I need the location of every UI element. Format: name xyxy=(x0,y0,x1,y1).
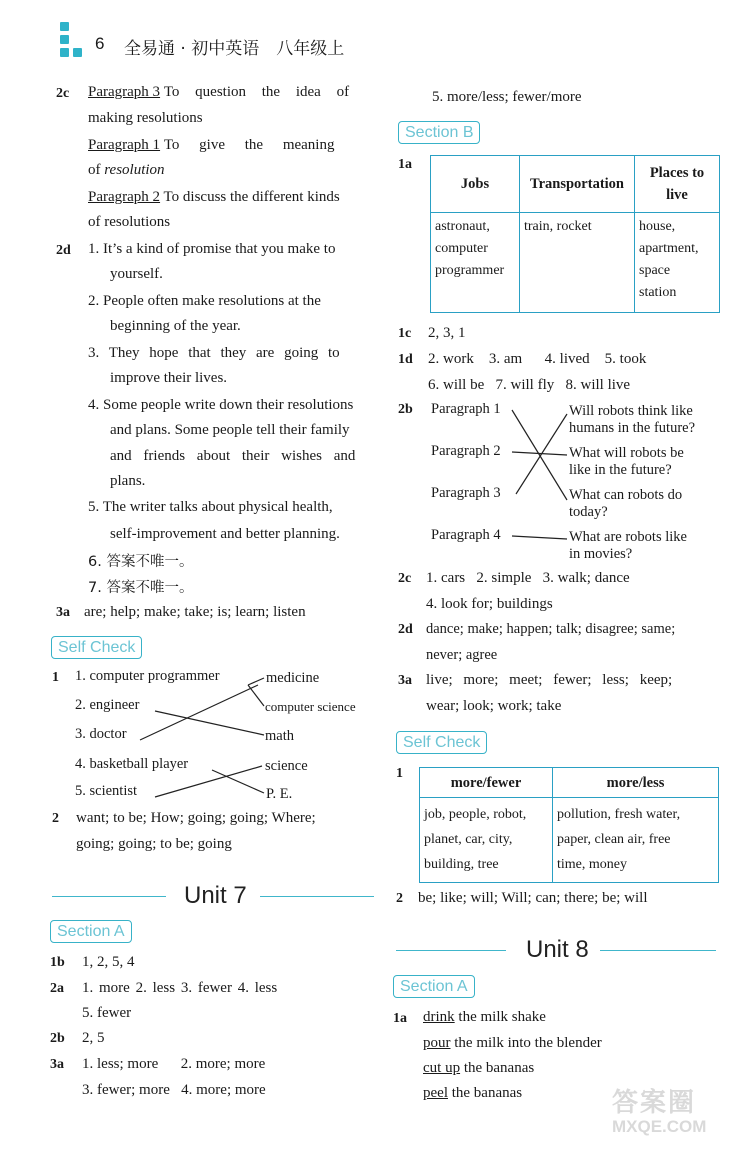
q2d-line: yourself. xyxy=(110,266,163,282)
u8-rest: the bananas xyxy=(447,1085,523,1101)
self-check-pill-left: Self Check xyxy=(51,636,142,659)
u8-verb: cut up xyxy=(423,1060,461,1076)
sc1-right-item: medicine xyxy=(266,670,320,686)
sc-r2-text: be; like; will; Will; can; there; be; will xyxy=(418,890,648,906)
sc2-line2: going; going; to be; going xyxy=(76,836,232,852)
u7-2b-text: 2, 5 xyxy=(82,1030,105,1046)
sc2-line1: want; to be; How; going; going; Where; xyxy=(76,810,316,826)
cell-line: house, xyxy=(639,219,676,234)
q-line: What are robots like xyxy=(569,529,687,545)
self-check-pill-right: Self Check xyxy=(396,731,487,754)
q-line: Will robots think like xyxy=(569,403,693,419)
q2d-line: 7. 答案不唯一。 xyxy=(88,580,194,596)
cell-line: pollution, fresh water, xyxy=(557,807,681,822)
q-line: in movies? xyxy=(569,546,633,562)
sb-3a-line2: wear; look; work; take xyxy=(426,698,562,714)
book-title: 全易通 · 初中英语 八年级上 xyxy=(124,39,345,59)
q2d-line: beginning of the year. xyxy=(110,318,241,334)
match-line xyxy=(155,766,262,797)
q2d-line: improve their lives. xyxy=(110,370,228,386)
sb-3a-line1: live; more; meet; fewer; less; keep; xyxy=(426,672,673,688)
cell-line: computer xyxy=(435,241,488,256)
sc1-left-item: 5. scientist xyxy=(75,783,138,799)
q2c-p2-cont: of resolutions xyxy=(88,214,171,230)
u8-rest: the bananas xyxy=(460,1060,535,1076)
sc-r1-header: more/less xyxy=(553,768,719,798)
q-line: humans in the future? xyxy=(569,420,696,436)
sb-1c-text: 2, 3, 1 xyxy=(428,325,466,341)
cell-line: station xyxy=(639,285,677,300)
u7-2b-label: 2b xyxy=(50,1031,65,1046)
section-b-pill: Section B xyxy=(398,121,480,144)
sc2-label: 2 xyxy=(52,811,59,826)
watermark-logo xyxy=(612,1082,747,1142)
q-line: What can robots do xyxy=(569,487,683,503)
q2c-p2-text: To discuss the different kinds xyxy=(163,189,340,205)
cell-line: job, people, robot, xyxy=(424,807,527,822)
page-number: 6 xyxy=(95,34,105,53)
cell-line: building, tree xyxy=(424,857,499,872)
u7-2a-line2: 5. fewer xyxy=(82,1005,132,1021)
match-line xyxy=(248,678,264,685)
unit8-title: Unit 8 xyxy=(526,936,589,963)
u7-3a-line2: 3. fewer; more 4. more; more xyxy=(82,1082,266,1098)
q-line: like in the future? xyxy=(569,462,672,478)
match-line xyxy=(512,536,567,539)
unit7-section-a-pill: Section A xyxy=(50,920,132,943)
q2c-label: 2c xyxy=(56,86,70,101)
q2d-line: and friends about their wishes and xyxy=(110,448,356,464)
sb-1d-label: 1d xyxy=(398,352,413,367)
u8-1a-label: 1a xyxy=(393,1011,407,1026)
unit8-section-a-pill: Section A xyxy=(393,975,475,998)
u7-2a-label: 2a xyxy=(50,981,64,996)
cell-line: astronaut, xyxy=(435,219,490,234)
u8-verb: drink xyxy=(423,1009,455,1025)
q2d-line: 4. Some people write down their resolutions xyxy=(88,397,354,413)
u8-verb: pour xyxy=(423,1035,451,1051)
match-line xyxy=(140,685,258,740)
q2c-p2-name: Paragraph 2 xyxy=(88,189,161,205)
watermark-line1: 答案圈 xyxy=(612,1088,697,1118)
sc1-right-item: P. E. xyxy=(266,786,293,802)
sc1-label: 1 xyxy=(52,670,59,685)
sb-2b-paragraph: Paragraph 3 xyxy=(431,485,501,501)
match-line xyxy=(155,711,264,735)
sc-r1-label: 1 xyxy=(396,766,403,781)
sc1-left-item: 1. computer programmer xyxy=(75,668,220,684)
sc1-left-item: 3. doctor xyxy=(75,726,127,742)
sb-1c-label: 1c xyxy=(398,326,412,341)
right-cont-line: 5. more/less; fewer/more xyxy=(432,89,582,105)
sb-1a-header: Transportation xyxy=(520,156,635,213)
q3a-text: are; help; make; take; is; learn; listen xyxy=(84,604,306,620)
q2c-p1-text: To give the meaning xyxy=(163,137,335,153)
cell-line: programmer xyxy=(435,263,505,278)
q2c-p1-name: Paragraph 1 xyxy=(88,137,161,153)
cell-line: train, rocket xyxy=(524,219,592,234)
sb-2c-line1: 1. cars 2. simple 3. walk; dance xyxy=(426,570,630,586)
u7-2a-line1: 1. more 2. less 3. fewer 4. less xyxy=(82,980,278,996)
sb-1d-line1: 2. work 3. am 4. lived 5. took xyxy=(428,351,647,367)
q2c-p1-cont-italic: resolution xyxy=(104,162,165,178)
q-line: today? xyxy=(569,504,608,520)
sb-2c-label: 2c xyxy=(398,571,412,586)
q2d-line: 3. They hope that they are going to xyxy=(88,345,340,361)
q2d-label: 2d xyxy=(56,243,71,258)
q2c-p3-cont: making resolutions xyxy=(88,110,203,126)
q2d-line: 6. 答案不唯一。 xyxy=(88,554,194,570)
cell-line: planet, car, city, xyxy=(424,832,513,847)
sc1-right-item: computer science xyxy=(265,699,356,714)
sb-2d-label: 2d xyxy=(398,622,413,637)
u8-rest: the milk into the blender xyxy=(450,1035,602,1051)
sc-r2-label: 2 xyxy=(396,891,403,906)
q2c-p1-cont-pre: of xyxy=(88,162,105,178)
sb-2b-paragraph: Paragraph 4 xyxy=(431,527,501,543)
q3a-label: 3a xyxy=(56,605,70,620)
sb-2b-label: 2b xyxy=(398,402,413,417)
sc1-right-item: science xyxy=(265,758,308,774)
sb-2b-paragraph: Paragraph 1 xyxy=(431,401,501,417)
sb-2b-paragraph: Paragraph 2 xyxy=(431,443,501,459)
sb-1a-header: Jobs xyxy=(431,156,520,213)
q2c-p3-text: To question the idea of xyxy=(163,84,350,100)
q2d-line: and plans. Some people tell their family xyxy=(110,422,350,438)
q2c-p3-name: Paragraph 3 xyxy=(88,84,161,100)
q2d-line: 5. The writer talks about physical health, xyxy=(88,499,333,515)
u7-1b-text: 1, 2, 5, 4 xyxy=(82,954,135,970)
watermark-line2: MXQE.COM xyxy=(612,1117,707,1136)
q-line: What will robots be xyxy=(569,445,684,461)
sb-3a-label: 3a xyxy=(398,673,412,688)
sb-2c-line2: 4. look for; buildings xyxy=(426,596,553,612)
q2d-line: 1. It’s a kind of promise that you make to xyxy=(88,241,336,257)
sc1-left-item: 2. engineer xyxy=(75,697,140,713)
sc1-left-item: 4. basketball player xyxy=(75,756,189,772)
u8-verb: peel xyxy=(423,1085,448,1101)
sb-2d-line2: never; agree xyxy=(426,647,498,663)
cell-line: time, money xyxy=(557,857,627,872)
sc-r1-header: more/fewer xyxy=(420,768,553,798)
q2d-line: 2. People often make resolutions at the xyxy=(88,293,321,309)
sb-1a-label: 1a xyxy=(398,157,412,172)
sb-1a-header: Places to live xyxy=(635,156,720,213)
sc1-right-item: math xyxy=(265,728,294,744)
u8-rest: the milk shake xyxy=(454,1009,546,1025)
cell-line: paper, clean air, free xyxy=(557,832,671,847)
q2d-line: self-improvement and better planning. xyxy=(110,526,340,542)
cell-line: space xyxy=(639,263,671,278)
u7-3a-line1: 1. less; more 2. more; more xyxy=(82,1056,266,1072)
q2d-line: plans. xyxy=(110,473,146,489)
u7-1b-label: 1b xyxy=(50,955,65,970)
cell-line: apartment, xyxy=(639,241,699,256)
u7-3a-label: 3a xyxy=(50,1057,64,1072)
sb-2d-line1: dance; make; happen; talk; disagree; same; xyxy=(426,621,676,637)
sb-1d-line2: 6. will be 7. will fly 8. will live xyxy=(428,377,631,393)
unit7-title: Unit 7 xyxy=(184,882,247,909)
